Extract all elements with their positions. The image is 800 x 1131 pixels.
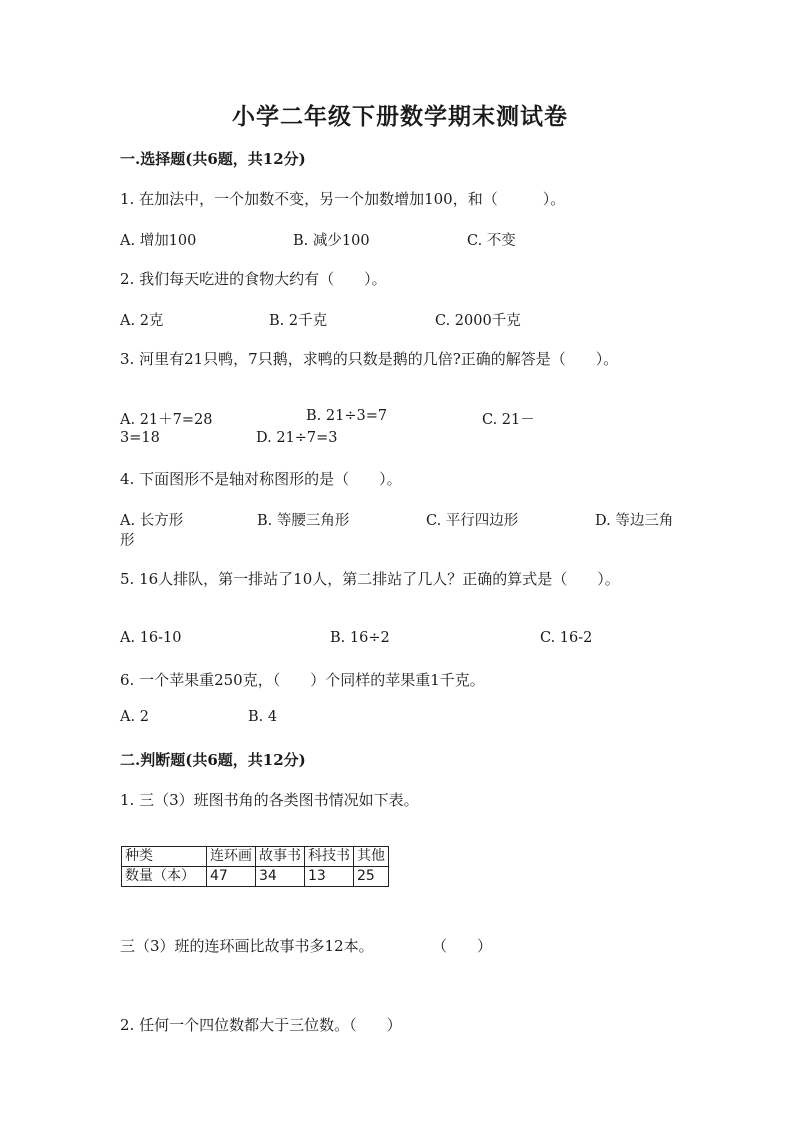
question-1: 1. 在加法中，一个加数不变，另一个加数增加100，和（ ）。 [120, 190, 566, 208]
q5-option-b: B. 16÷2 [330, 630, 390, 646]
question-3: 3. 河里有21只鸭，7只鹅，求鸭的只数是鹅的几倍?正确的解答是（ ）。 [120, 350, 619, 368]
table-cell: 25 [354, 867, 389, 887]
table-cell: 数量（本） [122, 867, 207, 887]
table-header-row [122, 847, 389, 867]
q3-option-c-continued: 3=18 [120, 430, 160, 446]
q4-option-b: B. 等腰三角形 [257, 513, 350, 529]
q2-option-a: A. 2克 [120, 313, 164, 329]
q3-option-c: C. 21－ [482, 412, 535, 428]
table-cell: 科技书 [305, 847, 354, 867]
table-cell: 故事书 [256, 847, 305, 867]
q3-option-a: A. 21＋7=28 [120, 412, 213, 428]
q2-option-b: B. 2千克 [269, 313, 328, 329]
q6-option-a: A. 2 [120, 709, 149, 725]
q4-option-d: D. 等边三角 [595, 513, 674, 529]
judgement-1-answer-blank: （ ） [432, 937, 493, 955]
table-cell: 47 [207, 867, 256, 887]
q4-option-d-continued: 形 [120, 533, 135, 549]
book-category-table [121, 846, 389, 887]
q4-option-c: C. 平行四边形 [426, 513, 519, 529]
table-cell: 种类 [122, 847, 207, 867]
table-row [122, 867, 389, 887]
table-cell: 其他 [354, 847, 389, 867]
question-2: 2. 我们每天吃进的食物大约有（ ）。 [120, 270, 387, 288]
section-heading-judgement: 二.判断题(共6题，共12分) [120, 751, 306, 769]
page-title: 小学二年级下册数学期末测试卷 [232, 103, 568, 130]
section-heading-choice: 一.选择题(共6题，共12分) [120, 150, 306, 168]
judgement-1-intro: 1. 三（3）班图书角的各类图书情况如下表。 [120, 791, 419, 809]
q1-option-b: B. 减少100 [293, 233, 370, 249]
table-cell: 34 [256, 867, 305, 887]
q1-option-c: C. 不变 [467, 233, 516, 249]
table-cell: 连环画 [207, 847, 256, 867]
q6-option-b: B. 4 [248, 709, 278, 725]
question-5: 5. 16人排队，第一排站了10人，第二排站了几人？正确的算式是（ ）。 [120, 570, 620, 588]
q5-option-c: C. 16-2 [540, 630, 593, 646]
q5-option-a: A. 16-10 [120, 630, 182, 646]
table-cell: 13 [305, 867, 354, 887]
q1-option-a: A. 增加100 [120, 233, 197, 249]
q2-option-c: C. 2000千克 [435, 313, 521, 329]
q3-option-b: B. 21÷3=7 [306, 408, 388, 424]
q4-option-a: A. 长方形 [120, 513, 184, 529]
question-4: 4. 下面图形不是轴对称图形的是（ ）。 [120, 470, 402, 488]
judgement-2: 2. 任何一个四位数都大于三位数。（ ） [120, 1016, 402, 1034]
judgement-1-statement: 三（3）班的连环画比故事书多12本。 [120, 937, 374, 955]
q3-option-d: D. 21÷7=3 [256, 430, 338, 446]
question-6: 6. 一个苹果重250克，（ ）个同样的苹果重1千克。 [120, 671, 485, 689]
